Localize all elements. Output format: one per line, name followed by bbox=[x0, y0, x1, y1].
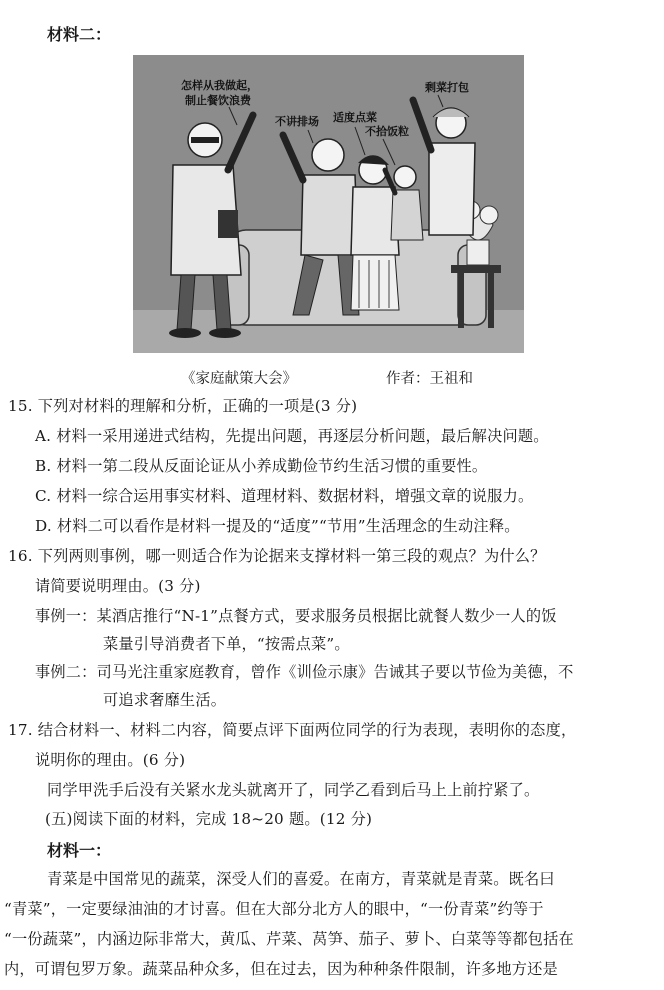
q16-example1-line1: 事例一：某酒店推行“N-1”点餐方式，要求服务员根据比就餐人数少一人的饭 bbox=[35, 607, 557, 625]
q17-scenario: 同学甲洗手后没有关紧水龙头就离开了，同学乙看到后马上上前拧紧了。 bbox=[47, 781, 540, 799]
material2-heading: 材料二： bbox=[47, 25, 112, 44]
bubble-text-5: 不拾饭粒 bbox=[365, 125, 409, 138]
passage-line-4: 内，可谓包罗万象。蔬菜品种众多，但在过去，因为种种条件限制，许多地方还是 bbox=[4, 960, 558, 978]
bubble-text-1: 怎样从我做起， bbox=[181, 79, 258, 92]
q16-example1-line2: 菜量引导消费者下单，“按需点菜”。 bbox=[103, 635, 350, 653]
q15-option-d: D. 材料二可以看作是材料一提及的“适度”“节用”生活理念的生动注释。 bbox=[35, 517, 520, 535]
q15-stem: 15. 下列对材料的理解和分析，正确的一项是(3 分) bbox=[8, 397, 358, 415]
cartoon-drawing bbox=[133, 55, 524, 353]
q16-example2-line2: 可追求奢靡生活。 bbox=[103, 691, 227, 709]
material1-heading: 材料一： bbox=[47, 841, 112, 860]
bubble-text-4: 适度点菜 bbox=[333, 111, 377, 124]
q15-option-c: C. 材料一综合运用事实材料、道理材料、数据材料，增强文章的说服力。 bbox=[35, 487, 534, 505]
bubble-text-2: 制止餐饮浪费 bbox=[185, 94, 251, 107]
cartoon-caption-title: 《家庭献策大会》 bbox=[181, 371, 297, 387]
q15-option-a: A. 材料一采用递进式结构，先提出问题，再逐层分析问题，最后解决问题。 bbox=[35, 427, 549, 445]
section5-heading: (五)阅读下面的材料，完成 18~20 题。(12 分) bbox=[45, 810, 373, 828]
cartoon-illustration bbox=[133, 55, 524, 353]
passage-line-3: “一份蔬菜”，内涵边际非常大，黄瓜、芹菜、莴笋、茄子、萝卜、白菜等等都包括在 bbox=[4, 930, 574, 948]
cartoon-caption-author: 作者：王祖和 bbox=[386, 371, 473, 387]
q17-stem-line1: 17. 结合材料一、材料二内容，简要点评下面两位同学的行为表现，表明你的态度， bbox=[8, 721, 577, 739]
bubble-text-6: 剩菜打包 bbox=[425, 81, 469, 94]
q16-stem-line2: 请简要说明理由。(3 分) bbox=[35, 577, 201, 595]
passage-line-1: 青菜是中国常见的蔬菜，深受人们的喜爱。在南方，青菜就是青菜。既名曰 bbox=[47, 870, 555, 888]
passage-line-2: “青菜”，一定要绿油油的才讨喜。但在大部分北方人的眼中，“一份青菜”约等于 bbox=[4, 900, 544, 918]
q16-example2-line1: 事例二：司马光注重家庭教育，曾作《训俭示康》告诫其子要以节俭为美德，不 bbox=[35, 663, 574, 681]
q17-stem-line2: 说明你的理由。(6 分) bbox=[35, 751, 186, 769]
q15-option-b: B. 材料一第二段从反面论证从小养成勤俭节约生活习惯的重要性。 bbox=[35, 457, 488, 475]
q16-stem-line1: 16. 下列两则事例，哪一则适合作为论据来支撑材料一第三段的观点？为什么？ bbox=[8, 547, 546, 565]
bubble-text-3: 不讲排场 bbox=[275, 115, 319, 128]
